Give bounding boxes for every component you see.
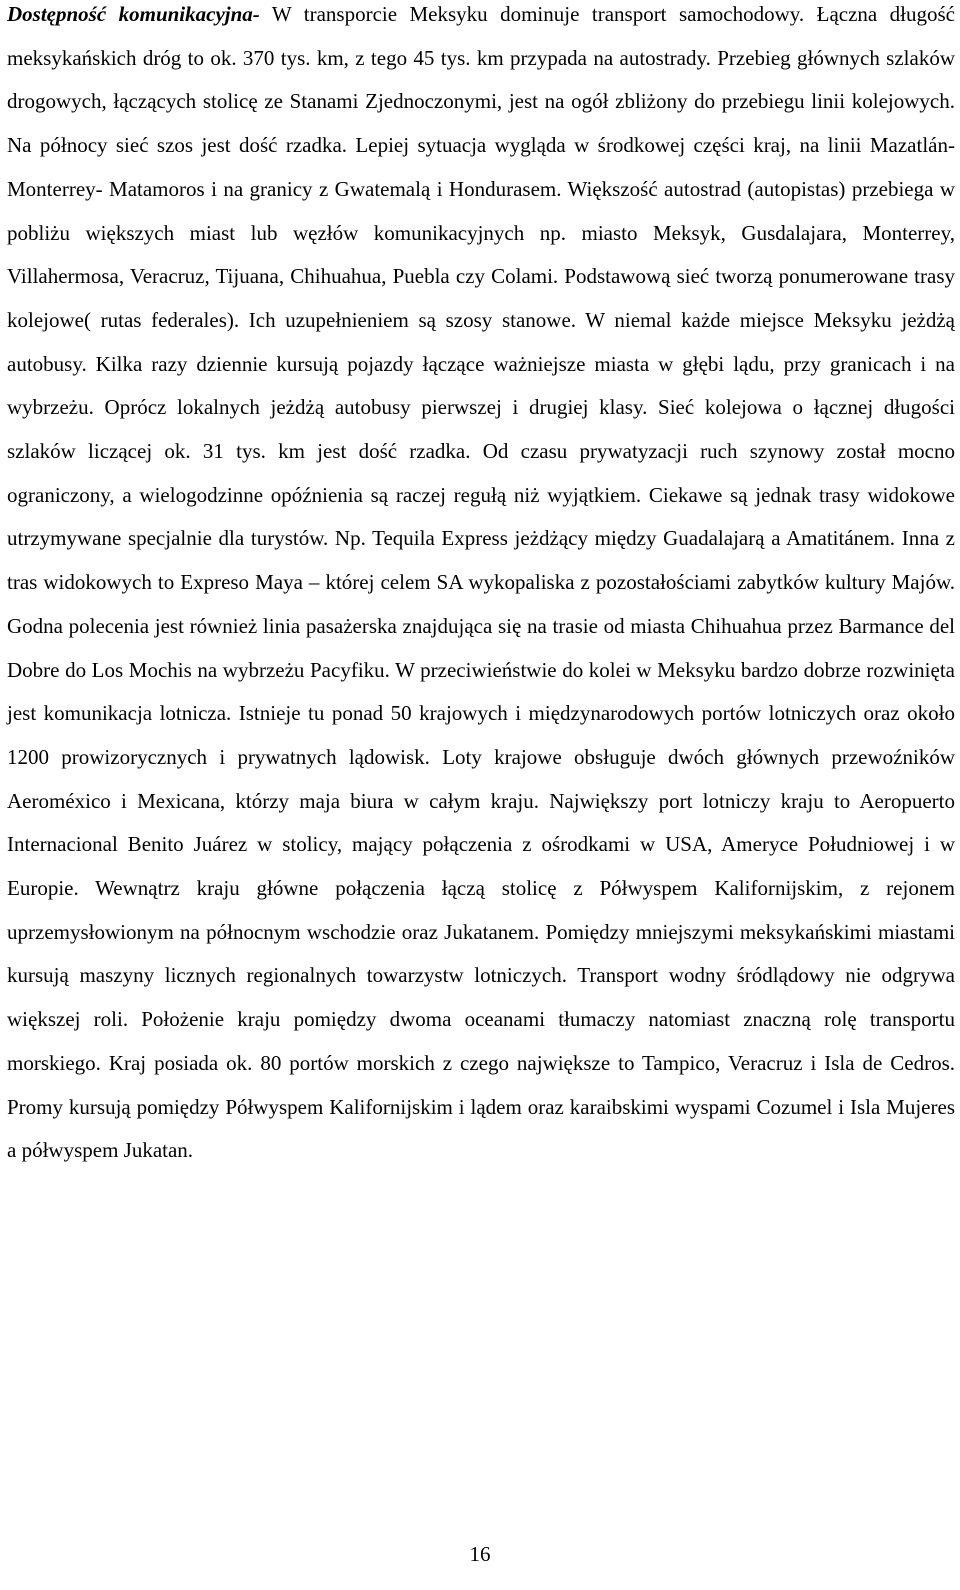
section-heading: Dostępność komunikacyjna- bbox=[7, 2, 260, 26]
body-paragraph bbox=[7, 0, 955, 1173]
paragraph-text: W transporcie Meksyku dominuje transport samochodowy. Łączna długość meksykańskich dróg to ok. 370 tys. km, z tego 45 tys. km przypada na autostrady. Przebieg głównych szlaków drogowych, łączących stolicę ze Stanami Zjednoczonymi, jest na ogół zbliżony do przebiegu linii kolejowych. Na północy sieć szos jest dość rzadka. Lepiej sytuacja wygląda w środkowej części kraj, na linii Mazatlán-Monterrey- Matamoros i na granicy z Gwatemalą i Hondurasem. Większość autostrad (autopistas) przebiega w pobliżu większych miast lub węzłów komunikacyjnych np. miasto Meksyk, Gusdalajara, Monterrey, Villahermosa, Veracruz, Tijuana, Chihuahua, Puebla czy Colami. Podstawową sieć tworzą ponumerowane trasy kolejowe( rutas federales). Ich uzupełnieniem są szosy stanowe. W niemal każde miejsce Meksyku jeżdżą autobusy. Kilka razy dziennie kursują pojazdy łączące ważniejsze miasta w głębi lądu, przy granicach i na wybrzeżu. Oprócz lokalnych jeżdżą autobusy pierwszej i drugiej klasy. Sieć kolejowa o łącznej długości szlaków liczącej ok. 31 tys. km jest dość rzadka. Od czasu prywatyzacji ruch szynowy został mocno ograniczony, a wielogodzinne opóźnienia są raczej regułą niż wyjątkiem. Ciekawe są jednak trasy widokowe utrzymywane specjalnie dla turystów. Np. Tequila Express jeżdżący między Guadalajarą a Amatitánem. Inna z tras widokowych to Expreso Maya – której celem SA wykopaliska z pozostałościami zabytków kultury Majów. Godna polecenia jest również linia pasażerska znajdująca się na trasie od miasta Chihuahua przez Barmance del Dobre do Los Mochis na wybrzeżu Pacyfiku. W przeciwieństwie do kolei w Meksyku bardzo dobrze rozwinięta jest komunikacja lotnicza. Istnieje tu ponad 50 krajowych i międzynarodowych portów lotniczych oraz około 1200 prowizorycznych i prywatnych lądowisk. Loty krajowe obsługuje dwóch głównych przewoźników Aeroméxico i Mexicana, którzy maja biura w całym kraju. Największy port lotniczy kraju to Aeropuerto Internacional Benito Juárez w stolicy, mający połączenia z ośrodkami w USA, Ameryce Południowej i w Europie. Wewnątrz kraju główne połączenia łączą stolicę z Półwyspem Kalifornijskim, z rejonem uprzemysłowionym na północnym wschodzie oraz Jukatanem. Pomiędzy mniejszymi meksykańskimi miastami kursują maszyny licznych regionalnych towarzystw lotniczych. Transport wodny śródlądowy nie odgrywa większej roli. Położenie kraju pomiędzy dwoma oceanami tłumaczy natomiast znaczną rolę transportu morskiego. Kraj posiada ok. 80 portów morskich z czego największe to Tampico, Veracruz i Isla de Cedros. Promy kursują pomiędzy Półwyspem Kalifornijskim i lądem oraz karaibskimi wyspami Cozumel i Isla Mujeres a półwyspem Jukatan. bbox=[7, 2, 955, 1163]
page-number: 16 bbox=[469, 1542, 491, 1566]
